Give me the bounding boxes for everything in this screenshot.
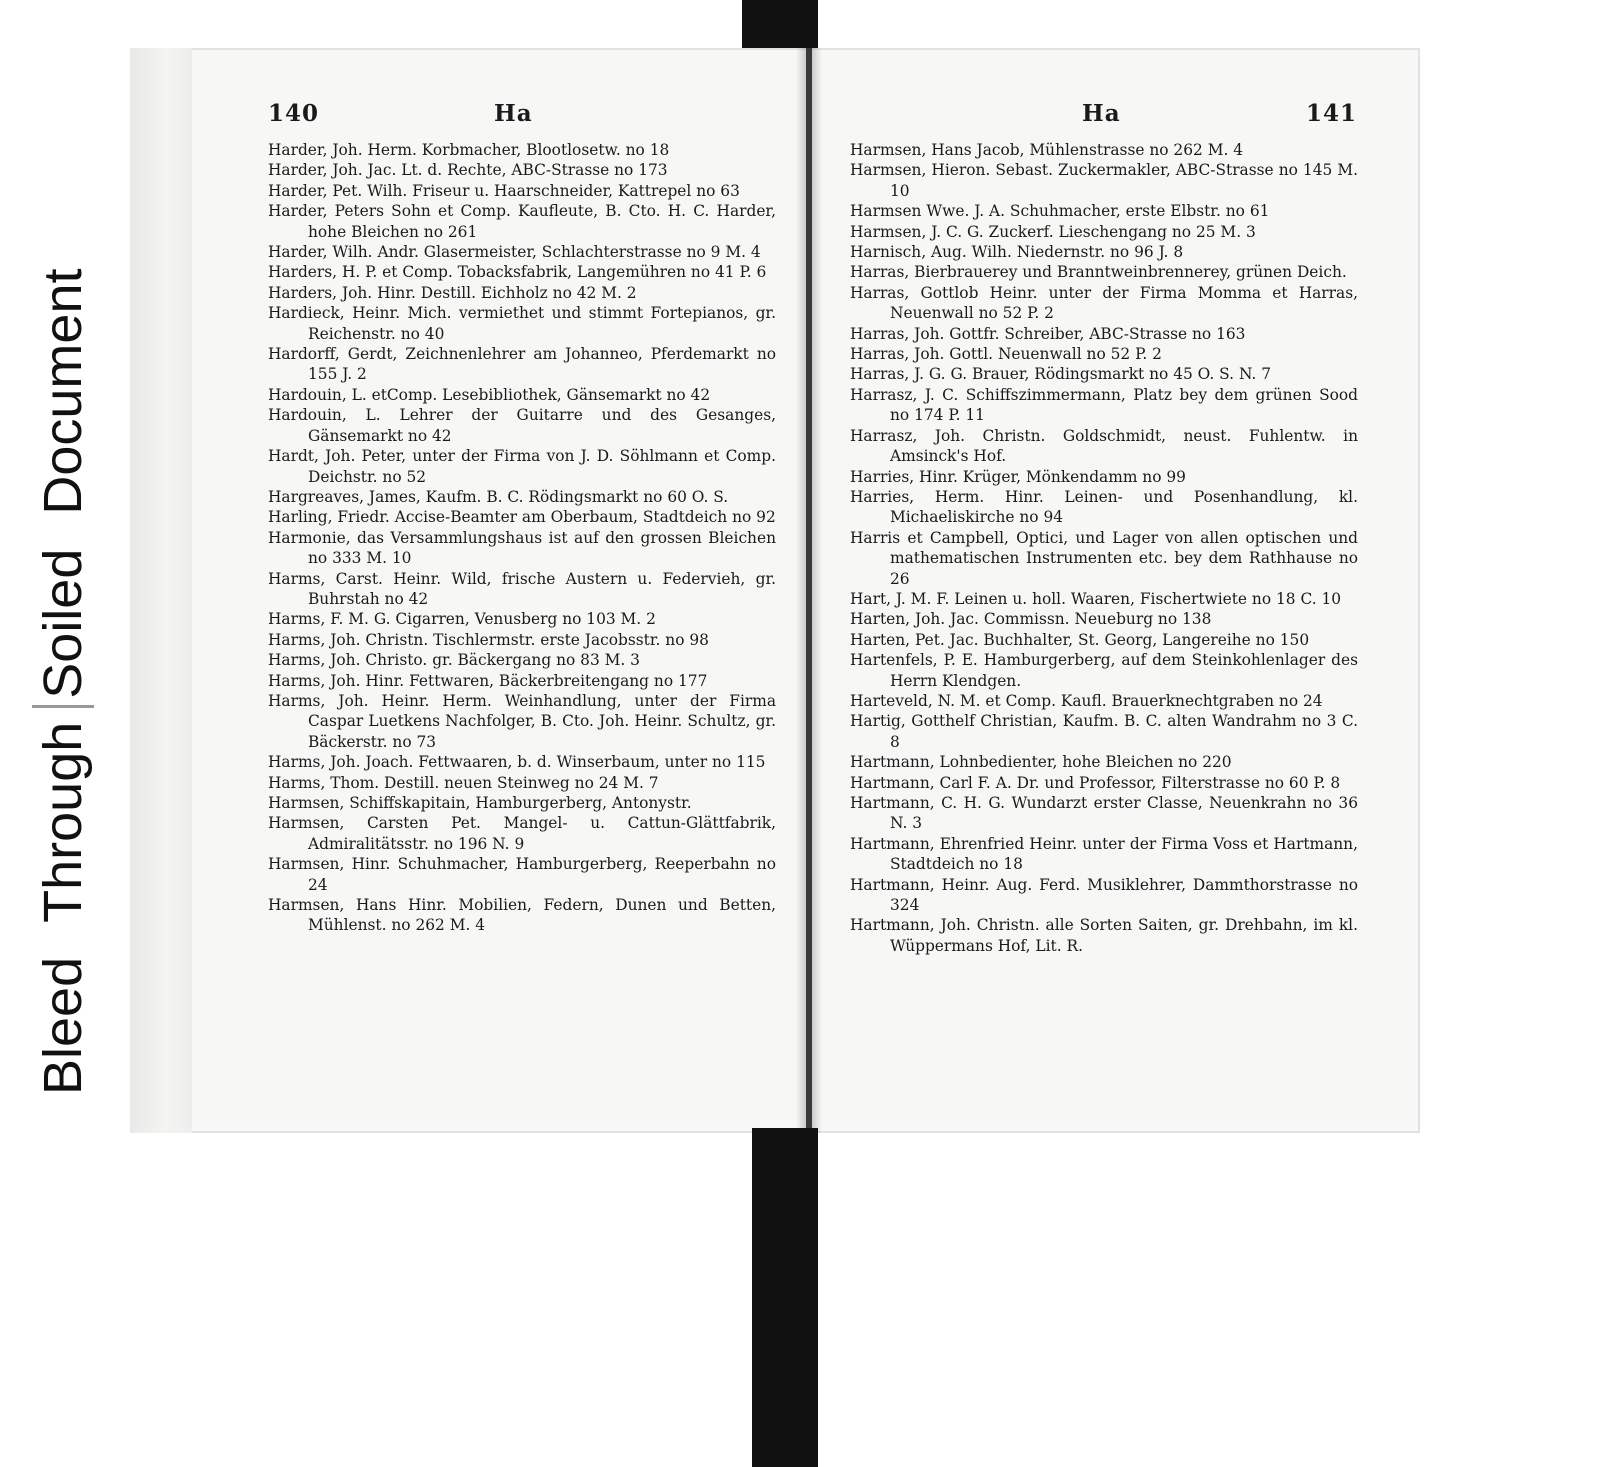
directory-entry: Harms, Carst. Heinr. Wild, frische Austern u. Federvieh, gr. Buhrstah no 42: [268, 569, 776, 608]
right-page-heading: Ha: [1082, 100, 1121, 127]
directory-entry: Harries, Hinr. Krüger, Mönkendamm no 99: [850, 467, 1186, 486]
directory-entry: Hardouin, L. etComp. Lesebibliothek, Gänsemarkt no 42: [268, 385, 711, 404]
directory-entry: Hardieck, Heinr. Mich. vermiethet und stimmt Fortepianos, gr. Reichenstr. no 40: [268, 304, 776, 343]
directory-entry: Harmsen, Hans Jacob, Mühlenstrasse no 262 M. 4: [850, 141, 1244, 159]
directory-entry: Hargreaves, James, Kaufm. B. C. Rödingsmarkt no 60 O. S.: [268, 487, 729, 506]
side-label-bleed: Bleed: [33, 956, 93, 1095]
directory-entry: Hartmann, C. H. G. Wundarzt erster Classe, Neuenkrahn no 36 N. 3: [850, 794, 1358, 833]
directory-entry: Harder, Joh. Herm. Korbmacher, Blootlosetw. no 18: [268, 141, 670, 159]
directory-entry: Harnisch, Aug. Wilh. Niedernstr. no 96 J. 8: [850, 243, 1184, 262]
page-edge: [130, 48, 192, 1133]
directory-entry: Harmsen, Hans Hinr. Mobilien, Federn, Dunen und Betten, Mühlenst. no 262 M. 4: [268, 896, 776, 935]
directory-entry: Hartig, Gotthelf Christian, Kaufm. B. C. alten Wandrahm no 3 C. 8: [850, 712, 1358, 751]
directory-entry: Harmsen, J. C. G. Zuckerf. Lieschengang no 25 M. 3: [850, 222, 1256, 241]
right-page-number: 141: [1306, 100, 1358, 127]
directory-entry: Harms, Joh. Heinr. Herm. Weinhandlung, unter der Firma Caspar Luetkens Nachfolger, B. Cto. Joh. Heinr. Schultz, gr. Bäckerstr. no 73: [268, 691, 776, 751]
directory-entry: Hartmann, Carl F. A. Dr. und Professor, Filterstrasse no 60 P. 8: [850, 773, 1341, 792]
directory-entry: Hartmann, Ehrenfried Heinr. unter der Firma Voss et Hartmann, Stadtdeich no 18: [850, 834, 1358, 874]
directory-entry: Harmsen, Carsten Pet. Mangel- u. Cattun-Glättfabrik, Admiralitätsstr. no 196 N. 9: [268, 814, 776, 853]
directory-entry: Hartenfels, P. E. Hamburgerberg, auf dem Steinkohlenlager des Herrn Klendgen.: [850, 651, 1358, 690]
directory-entry: Hardt, Joh. Peter, unter der Firma von J. D. Söhlmann et Comp. Deichstr. no 52: [268, 447, 776, 486]
side-label-soiled: Soiled: [33, 548, 93, 699]
directory-entry: Harmsen Wwe. J. A. Schuhmacher, erste Elbstr. no 61: [850, 202, 1270, 221]
directory-entry: Harders, H. P. et Comp. Tobacksfabrik, Langemühren no 41 P. 6: [268, 263, 767, 282]
directory-entry: Harras, Joh. Gottfr. Schreiber, ABC-Strasse no 163: [850, 324, 1246, 343]
directory-entry: Harms, Joh. Christn. Tischlermstr. erste Jacobsstr. no 98: [268, 630, 709, 649]
directory-entry: Harras, Gottlob Heinr. unter der Firma Momma et Harras, Neuenwall no 52 P. 2: [850, 283, 1358, 323]
directory-entry: Harras, Joh. Gottl. Neuenwall no 52 P. 2: [850, 345, 1162, 364]
right-page-entries: [850, 140, 1358, 956]
left-page-number: 140: [268, 100, 320, 127]
directory-entry: Harms, F. M. G. Cigarren, Venusberg no 103 M. 2: [268, 610, 656, 629]
directory-entry: Harder, Joh. Jac. Lt. d. Rechte, ABC-Strasse no 173: [268, 161, 668, 180]
directory-entry: Hartmann, Heinr. Aug. Ferd. Musiklehrer, Dammthorstrasse no 324: [850, 875, 1358, 915]
directory-entry: Hardouin, L. Lehrer der Guitarre und des Gesanges, Gänsemarkt no 42: [268, 406, 776, 445]
directory-entry: Harras, Bierbrauerey und Branntweinbrennerey, grünen Deich.: [850, 263, 1347, 282]
directory-entry: Hart, J. M. F. Leinen u. holl. Waaren, Fischertwiete no 18 C. 10: [850, 589, 1342, 608]
directory-entry: Harris et Campbell, Optici, und Lager von allen optischen und mathematischen Instrumenten etc. bey dem Rathhause no 26: [850, 528, 1358, 588]
directory-entry: Harms, Joh. Joach. Fettwaaren, b. d. Winserbaum, unter no 115: [268, 753, 766, 772]
directory-entry: Harling, Friedr. Accise-Beamter am Oberbaum, Stadtdeich no 92: [268, 508, 776, 527]
binding-clip-top: [742, 0, 818, 48]
side-label-through: Through: [33, 721, 93, 923]
directory-entry: Harms, Thom. Destill. neuen Steinweg no 24 M. 7: [268, 773, 659, 792]
directory-entry: Harras, J. G. G. Brauer, Rödingsmarkt no 45 O. S. N. 7: [850, 365, 1272, 384]
book-spine: [806, 48, 812, 1133]
directory-entry: Harms, Joh. Hinr. Fettwaren, Bäckerbreitengang no 177: [268, 671, 708, 690]
directory-entry: Harries, Herm. Hinr. Leinen- und Posenhandlung, kl. Michaeliskirche no 94: [850, 487, 1358, 527]
directory-entry: Harteveld, N. M. et Comp. Kaufl. Brauerknechtgraben no 24: [850, 691, 1323, 710]
directory-entry: Harders, Joh. Hinr. Destill. Eichholz no 42 M. 2: [268, 283, 637, 302]
directory-entry: Harmsen, Hieron. Sebast. Zuckermakler, ABC-Strasse no 145 M. 10: [850, 161, 1358, 200]
directory-entry: Harms, Joh. Christo. gr. Bäckergang no 83 M. 3: [268, 651, 640, 670]
directory-entry: Harmsen, Schiffskapitain, Hamburgerberg, Antonystr.: [268, 794, 692, 812]
directory-entry: Harrasz, J. C. Schiffszimmermann, Platz bey dem grünen Sood no 174 P. 11: [850, 385, 1358, 425]
left-page-entries: [268, 140, 776, 936]
directory-entry: Harten, Pet. Jac. Buchhalter, St. Georg, Langereihe no 150: [850, 630, 1310, 649]
directory-entry: Harmsen, Hinr. Schuhmacher, Hamburgerberg, Reeperbahn no 24: [268, 855, 776, 894]
binding-clip-bottom: [752, 1128, 818, 1467]
directory-entry: Harder, Peters Sohn et Comp. Kaufleute, B. Cto. H. C. Harder, hohe Bleichen no 261: [268, 202, 776, 241]
directory-entry: Harder, Pet. Wilh. Friseur u. Haarschneider, Kattrepel no 63: [268, 181, 740, 200]
directory-entry: Hartmann, Joh. Christn. alle Sorten Saiten, gr. Drehbahn, im kl. Wüppermans Hof, Lit. R.: [850, 916, 1358, 955]
side-label: [12, 0, 102, 1467]
directory-entry: Hardorff, Gerdt, Zeichnenlehrer am Johanneo, Pferdemarkt no 155 J. 2: [268, 345, 776, 384]
directory-entry: Harten, Joh. Jac. Commissn. Neueburg no 138: [850, 610, 1212, 629]
side-label-document: Document: [33, 268, 93, 515]
directory-entry: Hartmann, Lohnbedienter, hohe Bleichen no 220: [850, 753, 1232, 772]
side-label-separator: [32, 705, 94, 708]
directory-entry: Harder, Wilh. Andr. Glasermeister, Schlachterstrasse no 9 M. 4: [268, 243, 761, 262]
left-page-heading: Ha: [494, 100, 533, 127]
directory-entry: Harrasz, Joh. Christn. Goldschmidt, neust. Fuhlentw. in Amsinck's Hof.: [850, 426, 1358, 466]
directory-entry: Harmonie, das Versammlungshaus ist auf den grossen Bleichen no 333 M. 10: [268, 528, 776, 568]
